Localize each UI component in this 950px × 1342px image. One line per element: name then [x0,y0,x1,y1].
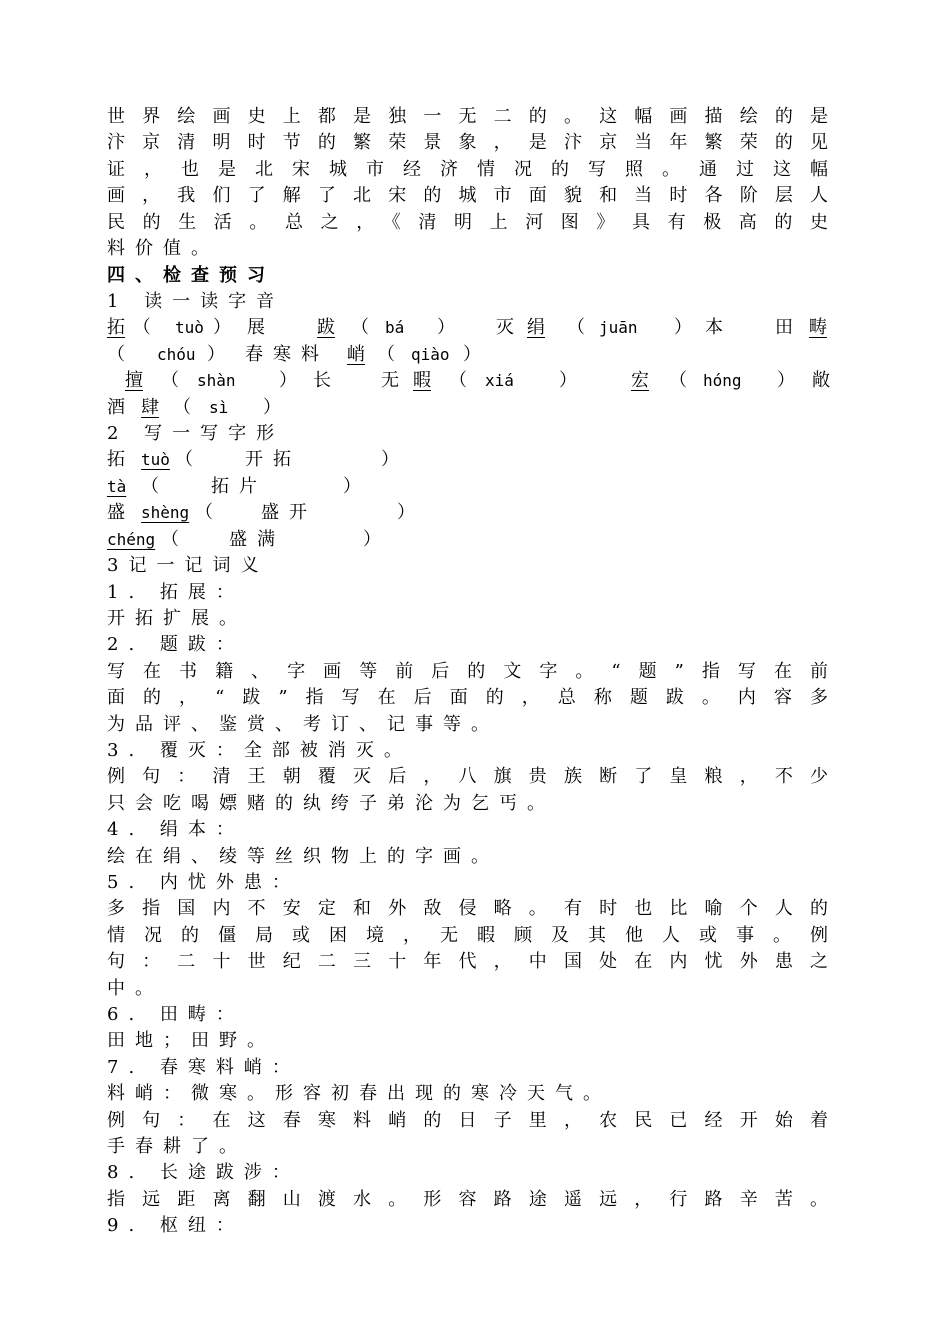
form-word: 拓片 [211,476,267,497]
pron-word-tail: 灭 [496,317,514,338]
pronunciation-line: 拓 （ tuò ） 展 跋 （ bá ） 灭 绢 （ juān ） 本 田 畴 [107,315,830,341]
pron-char: 绢 [527,317,545,338]
form-line: chéng （ 盛满 ） [107,527,830,553]
pron-char: 畴 [809,317,827,338]
vocab-def: 料峭：微寒。形容初春出现的寒冷天气。 [107,1083,611,1104]
pron-word-tail: 本 [705,317,723,338]
pron-pinyin: shàn [197,371,236,390]
intro-line: 料价值。 [107,238,219,259]
pron-word-head: 田 [775,317,793,338]
pron-char: 暇 [413,370,431,391]
vocab-term: 2. 题跋： [107,634,244,655]
pron-word-tail: 春寒料 [245,344,329,365]
form-line: 拓 tuò （ 开拓 ） [107,447,830,473]
intro-line: 世界绘画史上都是独一无二的。这幅画描绘的是 [107,106,830,127]
subsection-heading: 1 读一读字音 [107,291,285,312]
vocab-term: 9. 枢纽： [107,1215,244,1236]
pron-char: 峭 [347,344,365,365]
pron-word-head: 酒 [107,397,125,418]
intro-line: 画，我们了解了北宋的城市面貌和当时各阶层人 [107,185,830,206]
pron-word-head: 无 [381,370,399,391]
vocab-term: 1. 拓展： [107,582,244,603]
vocab-term: 3. 覆灭：全部被消灭。 [107,740,412,761]
pron-pinyin: xiá [485,371,514,390]
pron-pinyin: chóu [157,345,196,364]
form-char: 盛 [107,502,125,523]
vocab-def: 开拓扩展。 [107,608,247,629]
intro-line: 证，也是北宋城市经济情况的写照。通过这幅 [107,159,830,180]
form-pinyin: chéng [107,530,156,549]
form-pinyin: shèng [141,503,190,522]
form-word: 盛开 [261,502,317,523]
pron-pinyin: hóng [703,371,742,390]
vocab-def: 田地；田野。 [107,1030,275,1051]
form-pinyin: tà [107,477,127,496]
subsection-heading: 3记一记词义 [107,555,269,576]
vocab-example: 手春耕了。 [107,1136,247,1157]
pron-word-tail: 展 [247,317,265,338]
pron-pinyin: tuò [175,318,204,337]
pron-char: 肆 [141,397,159,418]
vocab-example: 例句：清王朝覆灭后，八旗贵族断了皇粮，不少 [107,766,830,787]
vocab-example: 例句：在这春寒料峭的日子里，农民已经开始着 [107,1110,830,1131]
form-pinyin: tuò [141,450,170,469]
section-heading: 四、检查预习 [107,265,275,286]
pron-pinyin: juān [599,318,638,337]
vocab-term: 6. 田畴： [107,1004,244,1025]
pronunciation-line: 擅 （ shàn ） 长 无 暇 （ xiá ） 宏 （ hóng ） 敞 [107,368,830,394]
form-line: 盛 shèng （ 盛开 ） [107,500,830,526]
vocab-def: 绘在绢、绫等丝织物上的字画。 [107,846,499,867]
pron-word-tail: 长 [313,370,331,391]
form-word: 开拓 [245,449,301,470]
vocab-term: 8. 长途跋涉： [107,1162,300,1183]
form-char: 拓 [107,449,125,470]
pronunciation-line: （ chóu ） 春寒料 峭 （ qiào ） [107,342,830,368]
pron-pinyin: qiào [411,345,450,364]
vocab-term: 4. 绢本： [107,819,244,840]
form-word: 盛满 [229,529,285,550]
pron-char: 宏 [631,370,649,391]
vocab-example: 只会吃喝嫖赌的纨绔子弟沦为乞丐。 [107,793,555,814]
pron-word-tail: 敞 [812,370,830,391]
vocab-def: 多指国内不安定和外敌侵略。有时也比喻个人的 [107,898,830,919]
vocab-term: 5. 内忧外患： [107,872,300,893]
vocab-example: 中。 [107,978,163,999]
vocab-def: 写在书籍、字画等前后的文字。“题”指写在前 [107,661,830,682]
vocab-def: 为品评、鉴赏、考订、记事等。 [107,714,499,735]
vocab-example: 句：二十世纪二三十年代，中国处在内忧外患之 [107,951,830,972]
vocab-def: 情况的僵局或困境，无暇顾及其他人或事。例 [107,925,830,946]
vocab-def: 指远距离翻山渡水。形容路途遥远，行路辛苦。 [107,1189,830,1210]
pronunciation-line: 酒 肆 （ sì ） [107,395,830,421]
intro-line: 汴京清明时节的繁荣景象，是汴京当年繁荣的见 [107,132,830,153]
pron-char: 跋 [317,317,335,338]
form-line: tà （ 拓片 ） [107,474,830,500]
pron-pinyin: sì [209,398,229,417]
pron-pinyin: bá [385,318,405,337]
pron-char: 擅 [125,370,143,391]
vocab-def: 面的，“跋”指写在后面的，总称题跋。内容多 [107,687,830,708]
pron-char: 拓 [107,317,125,338]
subsection-heading: 2 写一写字形 [107,423,285,444]
vocab-term: 7. 春寒料峭： [107,1057,300,1078]
intro-line: 民的生活。总之，《清明上河图》具有极高的史 [107,212,830,233]
